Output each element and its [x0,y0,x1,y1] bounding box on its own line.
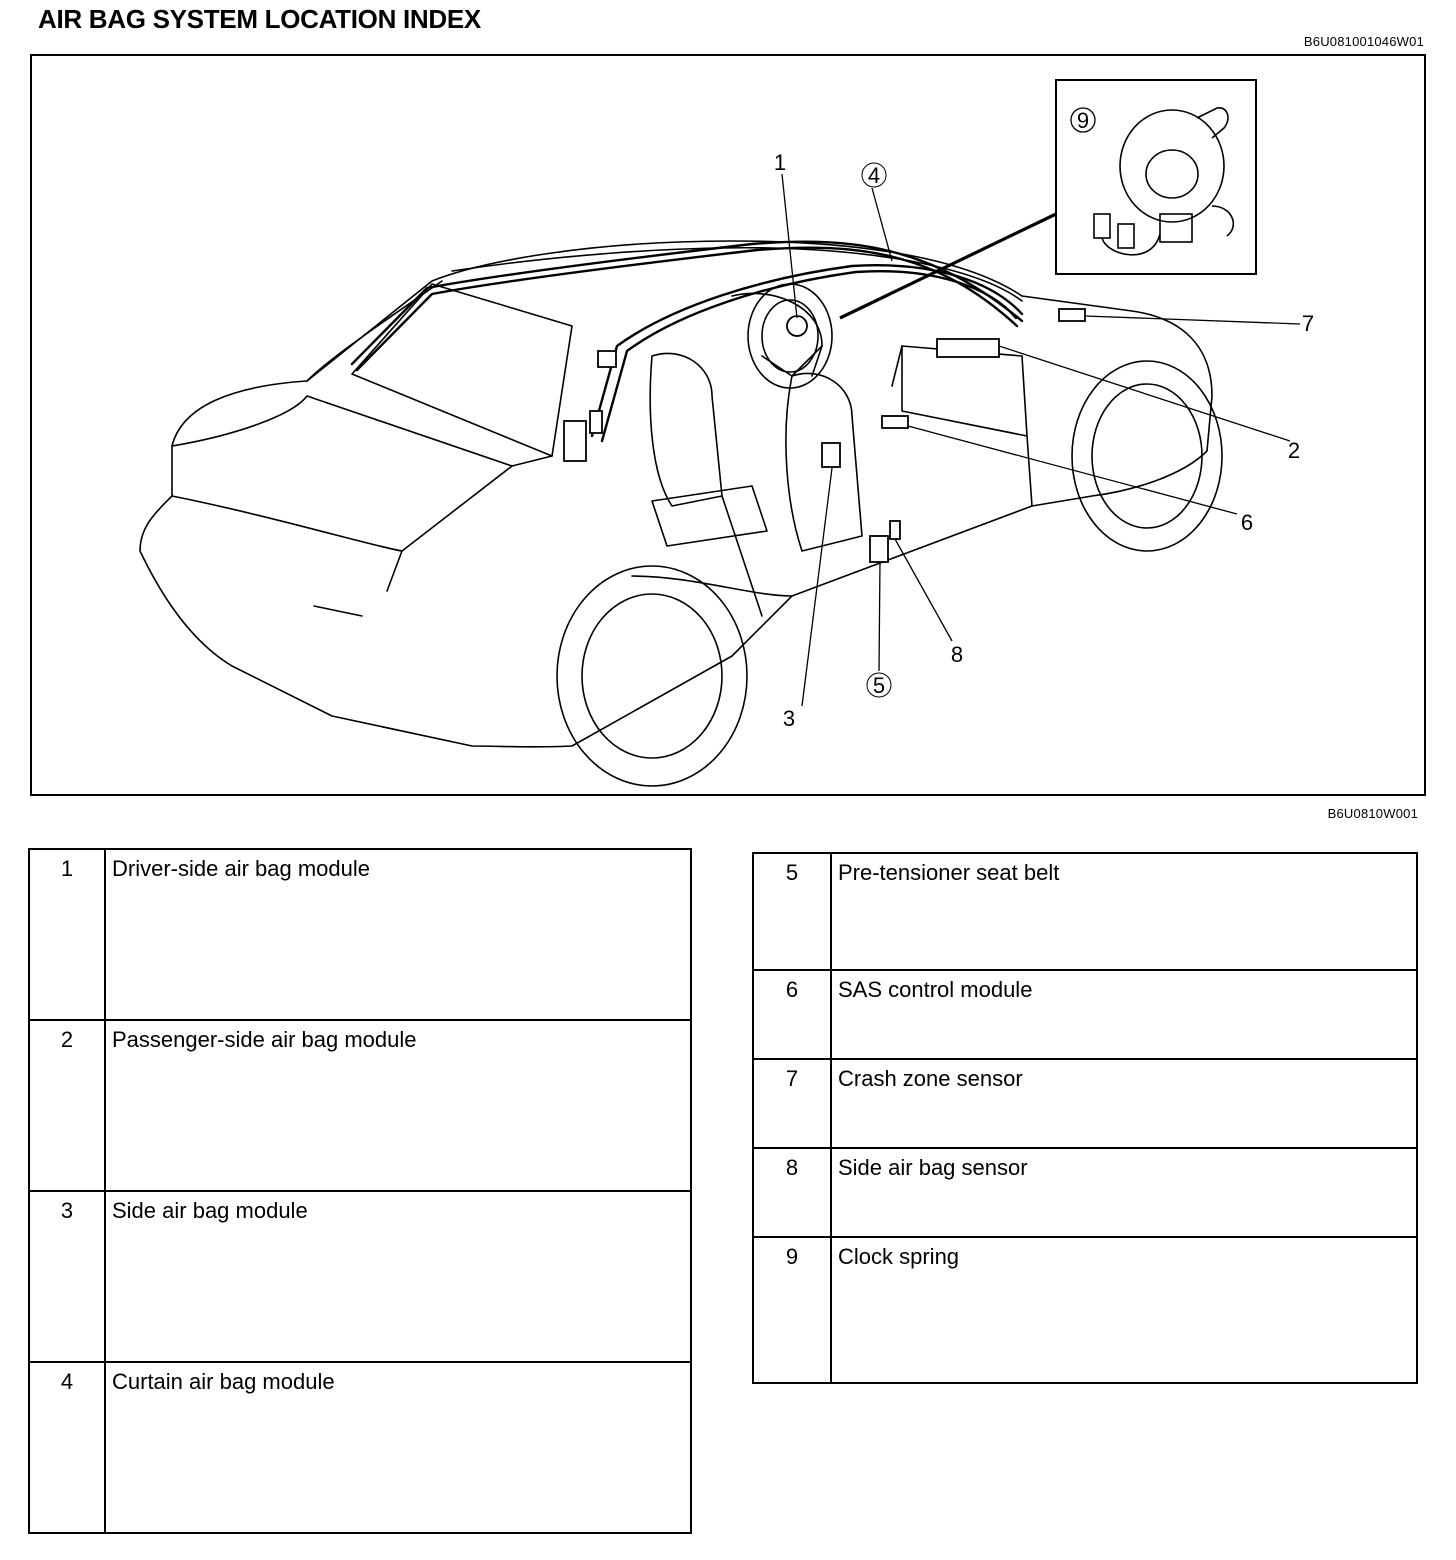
callout-4: 4 [867,163,881,188]
legend-label: Crash zone sensor [831,1059,1417,1148]
rear-curtain-anchor-box [598,351,616,367]
rear-side-sensor-box [590,411,602,433]
clock-spring-inset [1056,80,1256,274]
legend-number: 7 [753,1059,831,1148]
document-code: B6U081001046W01 [1303,34,1424,49]
legend-row [29,1362,691,1533]
legend-row [753,853,1417,970]
legend-row [753,970,1417,1059]
airbag-location-figure [30,54,1426,796]
legend-label: SAS control module [831,970,1417,1059]
legend-table-left [28,848,692,1534]
legend-label: Curtain air bag module [105,1362,691,1533]
callout-5: 5 [872,673,886,698]
callout-9: 9 [1076,108,1090,133]
legend-number: 9 [753,1237,831,1383]
legend-label: Driver-side air bag module [105,849,691,1020]
page-title: AIR BAG SYSTEM LOCATION INDEX [38,4,481,34]
legend-number: 3 [29,1191,105,1362]
driver-airbag-marker [787,316,807,336]
rear-pretensioner-box [564,421,586,461]
legend-number: 6 [753,970,831,1059]
callout-2: 2 [1287,438,1301,463]
car-body-outline [140,241,1212,747]
side-sensor-box [890,521,900,539]
callout-1: 1 [773,150,787,175]
crash-sensor-box [1059,309,1085,321]
legend-label: Pre-tensioner seat belt [831,853,1417,970]
callout-6: 6 [1240,510,1254,535]
figure-code: B6U0810W001 [1327,806,1418,821]
legend-table-right [752,852,1418,1384]
legend-number: 4 [29,1362,105,1533]
legend-label: Clock spring [831,1237,1417,1383]
callout-3: 3 [782,706,796,731]
legend-label: Side air bag module [105,1191,691,1362]
legend-row [753,1059,1417,1148]
car-illustration [32,56,1428,798]
passenger-airbag-box [937,339,999,357]
legend-number: 5 [753,853,831,970]
callout-8: 8 [950,642,964,667]
pretensioner-box [870,536,888,562]
legend-number: 8 [753,1148,831,1237]
sas-module-box [882,416,908,428]
legend-row [29,1191,691,1362]
legend-label: Side air bag sensor [831,1148,1417,1237]
side-airbag-box [822,443,840,467]
legend-number: 2 [29,1020,105,1191]
legend-row [29,1020,691,1191]
callout-7: 7 [1301,311,1315,336]
legend-row [753,1237,1417,1383]
legend-row [29,849,691,1020]
legend-label: Passenger-side air bag module [105,1020,691,1191]
legend-number: 1 [29,849,105,1020]
legend-row [753,1148,1417,1237]
